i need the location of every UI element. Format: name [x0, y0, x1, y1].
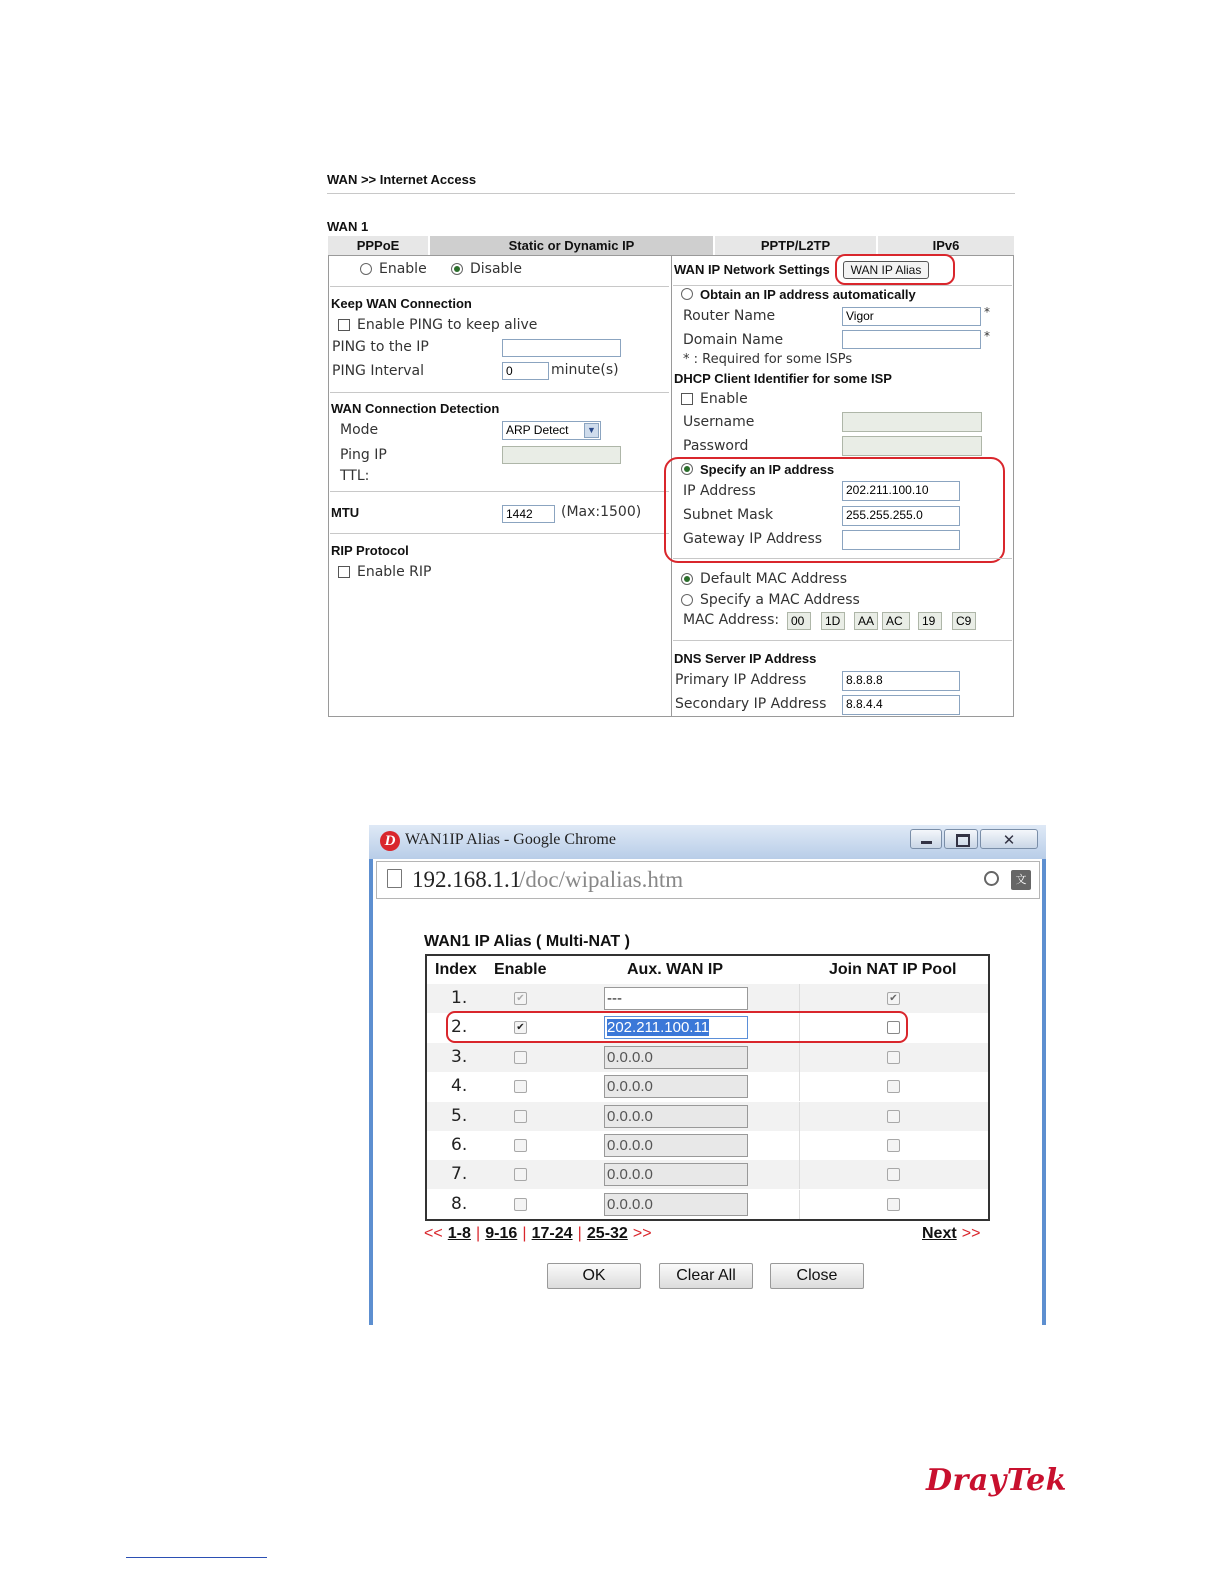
- ping-ip2-label: Ping IP: [340, 447, 387, 463]
- translate-icon[interactable]: 文: [1011, 870, 1031, 890]
- row-aux-ip-value: 0.0.0.0: [607, 1078, 653, 1096]
- subnet-mask-input[interactable]: 255.255.255.0: [842, 506, 960, 526]
- domain-name-required: *: [984, 329, 990, 343]
- pager-separator: |: [522, 1225, 527, 1242]
- table-row: [427, 1190, 988, 1219]
- ip-address-label: IP Address: [683, 483, 756, 499]
- enable-label: Enable: [379, 261, 427, 277]
- minimize-button[interactable]: [910, 829, 942, 849]
- mac-octet-3[interactable]: AA: [854, 612, 878, 630]
- row-aux-ip-value: 202.211.100.11: [607, 1019, 710, 1037]
- table-row: [427, 1102, 988, 1131]
- tab-static-dynamic[interactable]: Static or Dynamic IP: [430, 236, 713, 255]
- obtain-auto-radio[interactable]: [681, 288, 693, 300]
- minutes-label: minute(s): [551, 362, 619, 378]
- row-enable-checkbox[interactable]: ✔: [514, 992, 527, 1005]
- ping-ip2-input[interactable]: [502, 446, 621, 464]
- row2-highlight: [446, 1011, 908, 1043]
- next-link[interactable]: [922, 1223, 980, 1243]
- row-aux-ip-value: 0.0.0.0: [607, 1166, 653, 1184]
- enable-radio[interactable]: [360, 263, 372, 275]
- ping-ip-label: PING to the IP: [332, 339, 429, 355]
- table-row: [427, 1043, 988, 1072]
- page-link-9-16[interactable]: 9-16: [485, 1225, 518, 1242]
- clear-all-button[interactable]: Clear All: [659, 1263, 753, 1289]
- mac-octet-2[interactable]: 1D: [821, 612, 845, 630]
- dns-title: DNS Server IP Address: [674, 651, 817, 666]
- password-label: Password: [683, 438, 749, 454]
- row-aux-ip-value: ---: [607, 990, 622, 1007]
- enable-rip-checkbox[interactable]: [338, 566, 350, 578]
- next-label[interactable]: Next: [922, 1225, 957, 1242]
- ping-interval-input[interactable]: 0: [502, 362, 549, 380]
- keep-wan-title: Keep WAN Connection: [331, 296, 472, 311]
- row-enable-checkbox[interactable]: [514, 1139, 527, 1152]
- row-aux-ip-input[interactable]: [604, 1163, 748, 1186]
- rip-title: RIP Protocol: [331, 543, 409, 558]
- column-divider: [799, 1131, 800, 1160]
- row-aux-ip-input[interactable]: [604, 987, 748, 1010]
- col-enable-header: Enable: [494, 961, 547, 978]
- row-aux-ip-input[interactable]: [604, 1046, 748, 1069]
- row-enable-checkbox[interactable]: ✔: [514, 1021, 527, 1034]
- default-mac-label: Default MAC Address: [700, 571, 847, 587]
- pager-separator: |: [577, 1225, 582, 1242]
- next-arrows: >>: [961, 1225, 981, 1242]
- app-icon: D: [380, 831, 400, 851]
- maximize-icon: [956, 834, 970, 847]
- specify-ip-highlight: [664, 457, 1005, 563]
- domain-name-input[interactable]: [842, 330, 981, 349]
- mac-address-label: MAC Address:: [683, 612, 780, 628]
- domain-name-label: Domain Name: [683, 332, 784, 348]
- mode-value: ARP Detect: [506, 423, 569, 437]
- primary-dns-label: Primary IP Address: [675, 672, 807, 688]
- table-row: [427, 984, 988, 1013]
- dhcp-enable-label: Enable: [700, 391, 748, 407]
- mac-octet-6[interactable]: C9: [952, 612, 976, 630]
- right-divider-1: [673, 285, 1012, 286]
- default-mac-radio[interactable]: [681, 573, 693, 585]
- row-aux-ip-value: 0.0.0.0: [607, 1137, 653, 1154]
- row-enable-checkbox[interactable]: [514, 1198, 527, 1211]
- page-link-25-32[interactable]: 25-32: [586, 1225, 628, 1242]
- gateway-label: Gateway IP Address: [683, 531, 823, 547]
- mode-label: Mode: [340, 422, 379, 438]
- router-name-input[interactable]: Vigor: [842, 307, 981, 326]
- right-divider-2: [673, 558, 1012, 559]
- ip-address-input[interactable]: 202.211.100.10: [842, 481, 960, 501]
- mac-octet-4[interactable]: AC: [882, 612, 910, 630]
- row-join-pool-checkbox[interactable]: [887, 1139, 900, 1152]
- router-name-required: *: [984, 305, 990, 319]
- left-divider-3: [330, 491, 669, 492]
- ttl-label: TTL:: [340, 468, 370, 484]
- zoom-icon[interactable]: [984, 871, 999, 886]
- settings-title: WAN IP Network Settings: [674, 262, 830, 277]
- wan-label: WAN 1: [327, 219, 369, 234]
- column-divider: [799, 1043, 800, 1072]
- col-index-header: Index: [435, 961, 477, 978]
- column-divider: [799, 1072, 800, 1101]
- row-enable-checkbox[interactable]: [514, 1080, 527, 1093]
- left-divider-1: [330, 286, 669, 287]
- required-note: * : Required for some ISPs: [683, 352, 853, 367]
- row-join-pool-checkbox[interactable]: [887, 1198, 900, 1211]
- row-aux-ip-input[interactable]: [604, 1134, 748, 1157]
- secondary-dns-label: Secondary IP Address: [675, 696, 827, 712]
- close-icon: ✕: [1002, 831, 1016, 849]
- tab-pppoe[interactable]: PPPoE: [328, 236, 428, 255]
- page-link-17-24[interactable]: 17-24: [531, 1225, 573, 1242]
- column-divider: [799, 1190, 800, 1219]
- table-row: [427, 1160, 988, 1189]
- ping-interval-label: PING Interval: [332, 363, 424, 379]
- row-enable-checkbox[interactable]: [514, 1051, 527, 1064]
- close-button[interactable]: Close: [770, 1263, 864, 1289]
- dhcp-title: DHCP Client Identifier for some ISP: [674, 371, 892, 386]
- row-aux-ip-value: 0.0.0.0: [607, 1195, 653, 1213]
- left-divider-2: [330, 392, 669, 393]
- minimize-icon: [921, 841, 932, 844]
- alias-button-highlight: [835, 254, 955, 285]
- primary-dns-input[interactable]: 8.8.8.8: [842, 671, 960, 691]
- row-enable-checkbox[interactable]: [514, 1110, 527, 1123]
- draytek-logo: DrayTek: [926, 1463, 1067, 1498]
- ping-ip-input[interactable]: [502, 339, 621, 357]
- specify-mac-radio[interactable]: [681, 594, 693, 606]
- row-join-pool-checkbox[interactable]: [887, 1051, 900, 1064]
- row-aux-ip-value: 0.0.0.0: [607, 1048, 653, 1066]
- mac-octet-1[interactable]: 00: [787, 612, 811, 630]
- detection-title: WAN Connection Detection: [331, 401, 500, 416]
- table-row: [427, 1072, 988, 1101]
- pager-next-arrows[interactable]: >>: [632, 1225, 652, 1242]
- subnet-mask-label: Subnet Mask: [683, 507, 774, 523]
- disable-radio[interactable]: [451, 263, 463, 275]
- specify-mac-label: Specify a MAC Address: [700, 592, 860, 608]
- close-window-button[interactable]: [980, 829, 1038, 849]
- enable-ping-label: Enable PING to keep alive: [357, 317, 538, 333]
- url-path: /doc/wipalias.htm: [519, 867, 684, 892]
- row-enable-checkbox[interactable]: [514, 1168, 527, 1181]
- column-divider: [799, 984, 800, 1013]
- row-aux-ip-input[interactable]: [604, 1075, 748, 1098]
- col-aux-header: Aux. WAN IP: [627, 961, 724, 978]
- row-index: 1.: [451, 988, 468, 1008]
- page-icon: [387, 869, 402, 888]
- maximize-button[interactable]: [944, 829, 978, 849]
- pager: [424, 1223, 652, 1243]
- disable-label: Disable: [470, 261, 522, 277]
- row-index: 6.: [451, 1135, 468, 1155]
- address-bar[interactable]: [376, 861, 1040, 899]
- mtu-label: MTU: [331, 505, 360, 520]
- page-link-1-8[interactable]: 1-8: [447, 1225, 471, 1242]
- ok-button[interactable]: OK: [547, 1263, 641, 1289]
- table-row: [427, 1131, 988, 1160]
- row-join-pool-checkbox[interactable]: [887, 1080, 900, 1093]
- left-divider-4: [330, 533, 669, 534]
- col-join-header: Join NAT IP Pool: [829, 961, 957, 978]
- popup-heading: WAN1 IP Alias ( Multi-NAT ): [424, 933, 630, 950]
- mac-octet-5[interactable]: 19: [918, 612, 942, 630]
- username-label: Username: [683, 414, 755, 430]
- row-aux-ip-value: 0.0.0.0: [607, 1107, 653, 1125]
- row-join-pool-checkbox[interactable]: ✔: [887, 992, 900, 1005]
- tab-pptp-l2tp[interactable]: PPTP/L2TP: [715, 236, 876, 255]
- breadcrumb: WAN >> Internet Access: [327, 172, 477, 187]
- row-aux-ip-input[interactable]: [604, 1193, 748, 1216]
- url-host: 192.168.1.1: [412, 867, 522, 892]
- row-index: 3.: [451, 1046, 468, 1067]
- row-aux-ip-input[interactable]: [604, 1105, 748, 1128]
- mode-select[interactable]: [502, 421, 601, 440]
- mtu-max-label: (Max:1500): [561, 504, 642, 520]
- pager-separator: |: [476, 1225, 481, 1242]
- row-join-pool-checkbox[interactable]: [887, 1168, 900, 1181]
- row-join-pool-checkbox[interactable]: [887, 1110, 900, 1123]
- column-divider: [799, 1160, 800, 1189]
- password-input[interactable]: [842, 436, 982, 456]
- breadcrumb-divider: [327, 193, 1015, 194]
- enable-rip-label: Enable RIP: [357, 564, 432, 580]
- dhcp-enable-checkbox[interactable]: [681, 393, 693, 405]
- enable-ping-checkbox[interactable]: [338, 319, 350, 331]
- pager-prev-arrows[interactable]: <<: [424, 1225, 443, 1242]
- row-index: 2.: [451, 1017, 468, 1038]
- row-index: 4.: [451, 1076, 468, 1097]
- specify-ip-label: Specify an IP address: [700, 462, 835, 477]
- window-title: WAN1IP Alias - Google Chrome: [405, 831, 616, 848]
- footer-line: [126, 1557, 267, 1558]
- tab-ipv6[interactable]: IPv6: [878, 236, 1014, 255]
- column-divider: [799, 1102, 800, 1131]
- row-index: 7.: [451, 1164, 468, 1185]
- mtu-input[interactable]: 1442: [502, 505, 555, 523]
- username-input[interactable]: [842, 412, 982, 432]
- right-divider-3: [673, 640, 1012, 641]
- secondary-dns-input[interactable]: 8.8.4.4: [842, 695, 960, 715]
- wan-ip-alias-button[interactable]: WAN IP Alias: [843, 261, 929, 279]
- row-index: 8.: [451, 1193, 468, 1214]
- row-index: 5.: [451, 1105, 468, 1126]
- router-name-label: Router Name: [683, 308, 776, 324]
- chevron-down-icon: ▼: [584, 423, 599, 438]
- obtain-auto-label: Obtain an IP address automatically: [700, 287, 916, 302]
